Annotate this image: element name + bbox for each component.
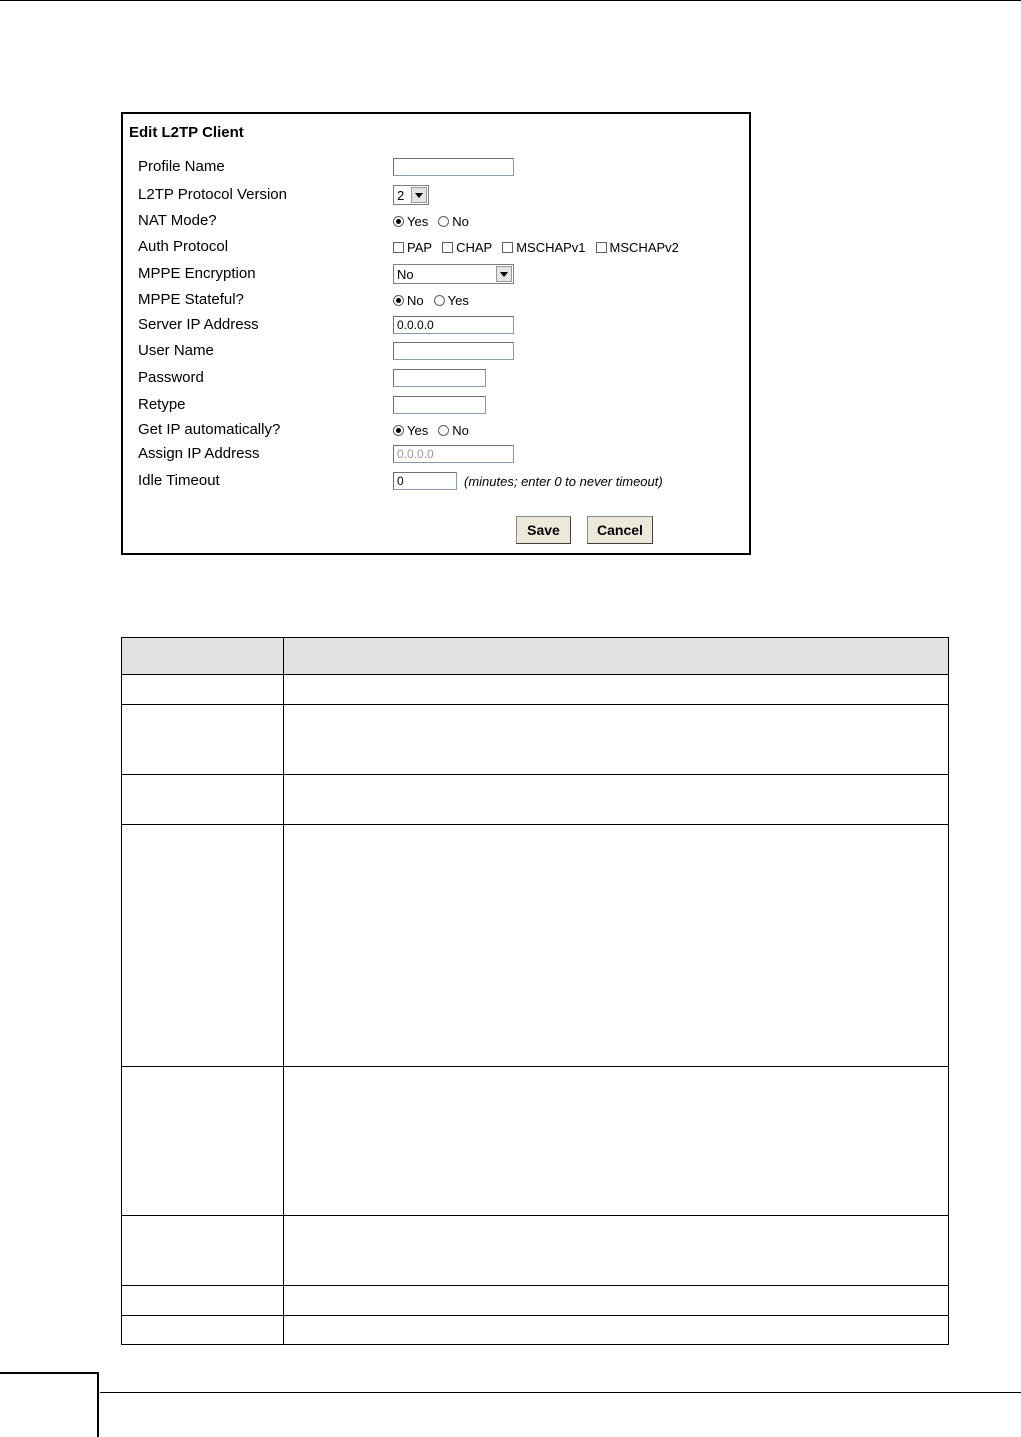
password-label: Password: [138, 369, 204, 386]
table-row: [122, 1216, 949, 1286]
footer-rule: [100, 1392, 1021, 1393]
get-ip-yes-option[interactable]: Yes: [393, 423, 428, 438]
retype-password-input[interactable]: [393, 396, 486, 414]
server-ip-label: Server IP Address: [138, 316, 259, 333]
auth-protocol-label: Auth Protocol: [138, 238, 229, 255]
field-description-table: [121, 637, 949, 1345]
profile-name-label: Profile Name: [138, 158, 225, 175]
mppe-stateful-row: [123, 288, 749, 312]
idle-timeout-hint: (minutes; enter 0 to never timeout): [464, 473, 663, 489]
table-row: [122, 705, 949, 775]
assign-ip-label: Assign IP Address: [138, 445, 260, 462]
panel-title: Edit L2TP Client: [129, 124, 244, 141]
nat-mode-no-option[interactable]: No: [438, 214, 469, 229]
protocol-version-value: 2: [397, 187, 405, 203]
server-ip-input[interactable]: [393, 316, 514, 334]
protocol-version-select[interactable]: [393, 185, 429, 205]
user-name-row: [123, 339, 749, 363]
mppe-stateful-yes-option[interactable]: Yes: [434, 293, 469, 308]
auth-pap-checkbox[interactable]: [393, 242, 404, 253]
server-ip-row: [123, 313, 749, 337]
mppe-stateful-yes-radio[interactable]: [434, 295, 445, 306]
mppe-stateful-no-radio[interactable]: [393, 295, 404, 306]
mppe-encryption-value: No: [397, 266, 414, 282]
retype-row: [123, 393, 749, 417]
dropdown-arrow-icon: [411, 187, 427, 203]
edit-l2tp-client-panel: [121, 112, 751, 555]
assign-ip-input[interactable]: [393, 445, 514, 463]
auth-chap-option[interactable]: CHAP: [442, 240, 492, 255]
auth-mschapv2-checkbox[interactable]: [596, 242, 607, 253]
get-ip-yes-radio[interactable]: [393, 425, 404, 436]
table-row: [122, 675, 949, 705]
retype-label: Retype: [138, 396, 186, 413]
protocol-version-row: [123, 183, 749, 207]
table-row: [122, 775, 949, 825]
dropdown-arrow-icon: [496, 266, 512, 282]
idle-timeout-input[interactable]: [393, 472, 457, 490]
password-input[interactable]: [393, 369, 486, 387]
nat-mode-no-radio[interactable]: [438, 216, 449, 227]
get-ip-row: [123, 418, 749, 442]
table-header-cell: [122, 638, 284, 675]
auth-mschapv2-option[interactable]: MSCHAPv2: [596, 240, 679, 255]
page-number-box: [0, 1372, 99, 1437]
mppe-stateful-label: MPPE Stateful?: [138, 291, 244, 308]
auth-mschapv1-option[interactable]: MSCHAPv1: [502, 240, 585, 255]
auth-pap-option[interactable]: PAP: [393, 240, 432, 255]
cancel-button[interactable]: Cancel: [587, 516, 653, 544]
idle-timeout-label: Idle Timeout: [138, 472, 220, 489]
password-row: [123, 366, 749, 390]
auth-mschapv1-checkbox[interactable]: [502, 242, 513, 253]
get-ip-no-radio[interactable]: [438, 425, 449, 436]
table-row: [122, 1067, 949, 1216]
user-name-input[interactable]: [393, 342, 514, 360]
nat-mode-yes-option[interactable]: Yes: [393, 214, 428, 229]
user-name-label: User Name: [138, 342, 214, 359]
assign-ip-row: [123, 442, 749, 466]
nat-mode-row: [123, 209, 749, 233]
table-row: [122, 1316, 949, 1345]
table-row: [122, 1286, 949, 1316]
get-ip-no-option[interactable]: No: [438, 423, 469, 438]
table-header-row: [122, 638, 949, 675]
mppe-encryption-row: [123, 262, 749, 286]
mppe-encryption-label: MPPE Encryption: [138, 265, 256, 282]
nat-mode-yes-radio[interactable]: [393, 216, 404, 227]
table-row: [122, 825, 949, 1067]
profile-name-row: [123, 155, 749, 179]
auth-protocol-row: [123, 235, 749, 259]
table-header-cell: [284, 638, 949, 675]
mppe-stateful-no-option[interactable]: No: [393, 293, 424, 308]
save-button[interactable]: Save: [516, 516, 571, 544]
mppe-encryption-select[interactable]: [393, 264, 514, 284]
auth-chap-checkbox[interactable]: [442, 242, 453, 253]
get-ip-label: Get IP automatically?: [138, 421, 281, 438]
profile-name-input[interactable]: [393, 158, 514, 176]
nat-mode-label: NAT Mode?: [138, 212, 217, 229]
idle-timeout-row: [123, 469, 749, 493]
page-top-rule: [0, 0, 1021, 1]
protocol-version-label: L2TP Protocol Version: [138, 186, 287, 203]
